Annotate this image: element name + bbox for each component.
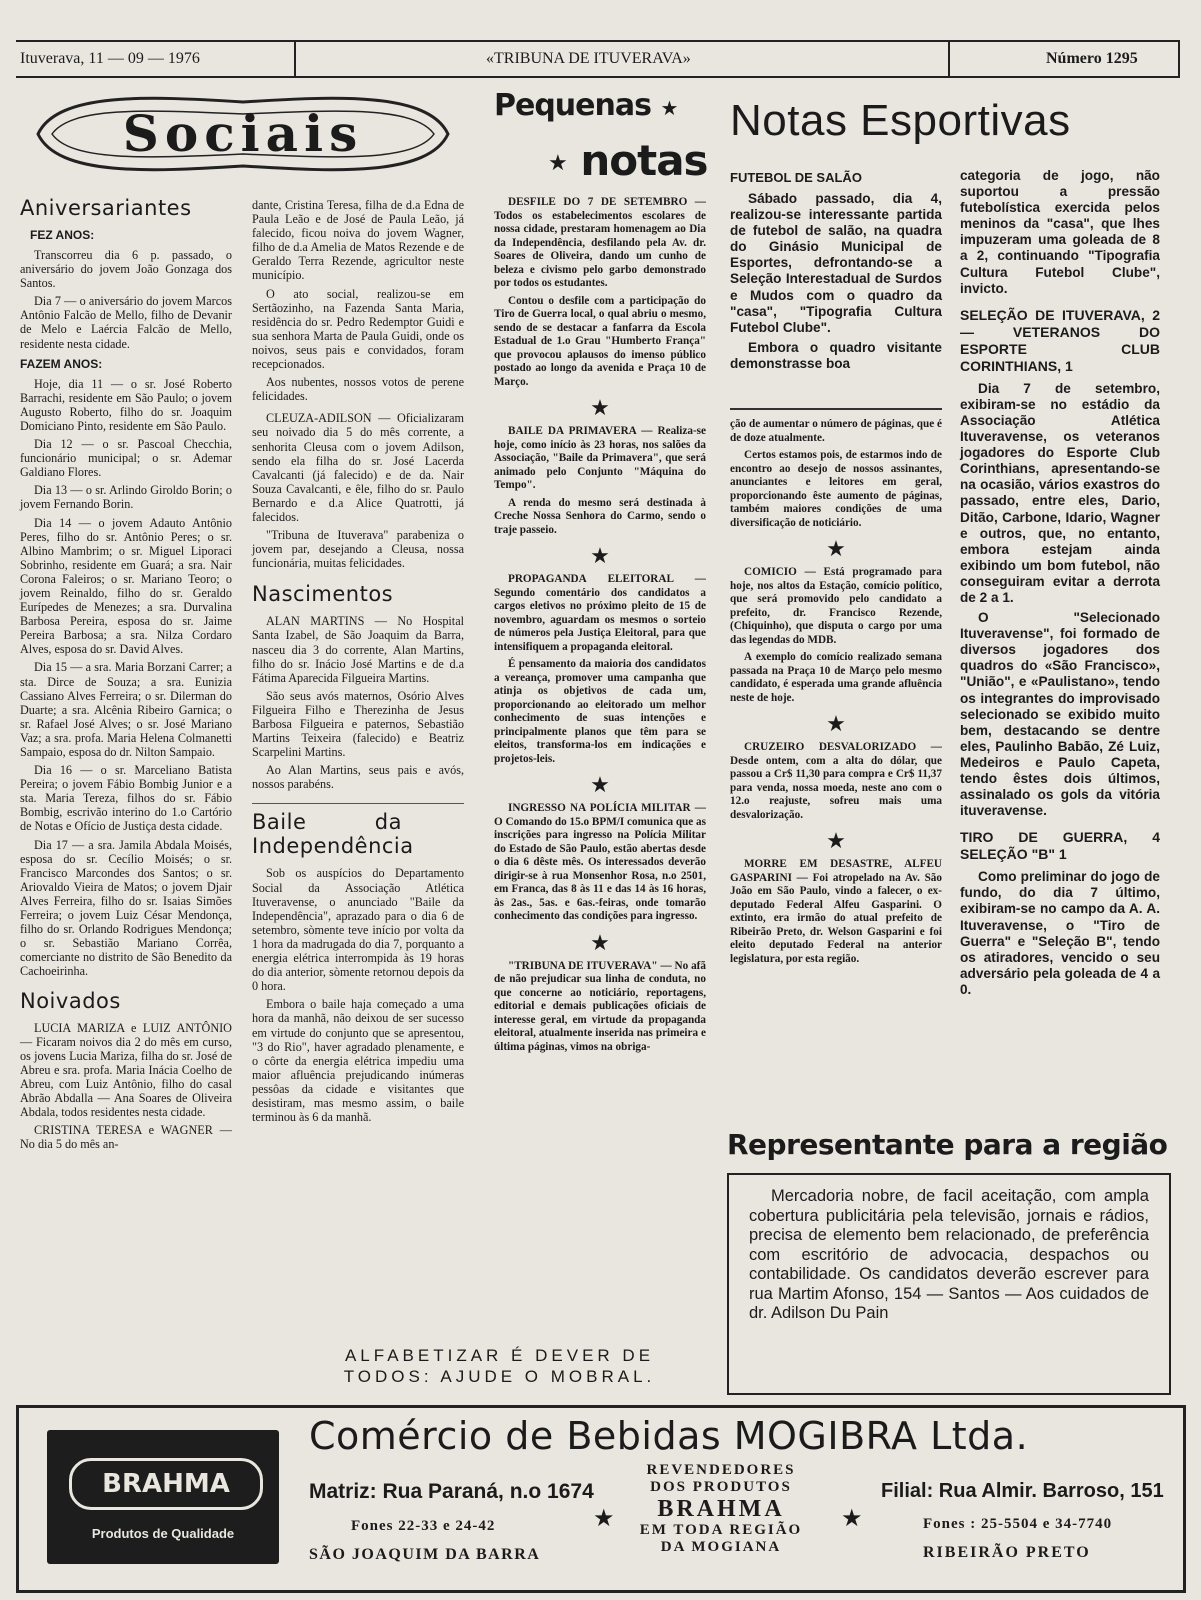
paragraph: dante, Cristina Teresa, filha de d.a Edna de Paula Leão e de José de Paula Leão, já falecido, ficou noiva do jovem Wagner, filho de d.a Amelia de Matos Rezende e de Geraldo Terra Rezende, agricultor neste município. [252,198,464,283]
company-name: Comércio de Bebidas MOGIBRA Ltda. [309,1414,1029,1458]
mobral-slogan: ALFABETIZAR É DEVER DE TODOS: AJUDE O MOBRAL. [343,1346,656,1386]
paragraph: Dia 12 — o sr. Pascoal Checchia, funcionário municipal; o sr. Ademar Galdiano Flores. [20,437,232,480]
paragraph: Dia 7 de setembro, exibiram-se no estádio da Associação Atlética Ituveravense, os veteranos jogadores do Esporte Club Corinthians, apresentando-se na ocasião, vários exastros do passado, entre eles, Dario, Ditão, Carbone, Idario, Wagner e outros, que, no entanto, embora estejam ainda exibindo um bom futebol, não conseguiram evitar a derrota de 2 a 1. [960,380,1160,605]
sociais-column-1 [20,192,232,1155]
brahma-tagline: Produtos de Qualidade [91,1526,235,1541]
paragraph: Hoje, dia 11 — o sr. José Roberto Barrachi, residente em São Paulo; o jovem Augusto Roberto, filho do sr. Joaquim Domiciano Pinto, residente em São Paulo. [20,376,232,433]
notas-title: ★ notas [548,136,708,185]
paragraph: Dia 17 — a sra. Jamila Abdala Moisés, esposa do sr. Cecílio Moisés; o sr. Francisco Marcondes dos Santos; o sr. Ariovaldo Vieira de Matos; o jovem Djair Alves Ferreira, filho do sr. Isaias Simões Ferreira; o jovem Luiz César Mendonça, filho do sr. Orlando Rodrigues Mendonça; o sr. Sebastião Mariano Corrêa, comerciante no distrito de São Benedito da Cachoeirinha. [20,837,232,979]
news-item: A exemplo do comício realizado semana passada na Praça 10 de Março pelo mesmo candidato, é esperada uma grande afluência neste de hoje. [730,651,942,704]
news-item: COMICIO — Está programado para hoje, nos altos da Estação, comício político, que será promovido pelo candidato a prefeito, dr. Francisco Rezende, (Chiquinho), que disputa o cargo por uma das legendas do MDB. [730,566,942,646]
noivados-heading: Noivados [20,988,121,1013]
paragraph: Dia 16 — o sr. Marceliano Batista Pereira; o jovem Fábio Bombig Junior e a sta. Maria Tereza, filhos do sr. Fábio Bombig, escrivão interino do 1.o Cartório de Notas e Ofício de Justiça desta cidade. [20,763,232,834]
news-item: INGRESSO NA POLÍCIA MILITAR — O Comando do 15.o BPM/I comunica que as inscrições para ingresso na Polícia Militar do Estado de São Paulo, estão abertas desde o dia 6 dêste mês. Os interessados deverão dirigir-se à rua Monsenhor Rosa, n.o 2501, em Franca, das 8 às 11 e das 14 às 16 horas, às 2as., 5as. e 6as.-feiras, onde tomarão conhecimento das condições para ingresso. [494,802,706,922]
futebol-salao-heading: FUTEBOL DE SALÃO [730,170,862,185]
issue-number: Número 1295 [1046,50,1138,67]
nascimentos-heading: Nascimentos [252,582,394,607]
baile-heading: Baile da Independência [252,810,414,859]
brahma-logo [47,1430,279,1564]
star-separator: ★ [590,395,610,420]
filial-address: Filial: Rua Almir. Barroso, 151 [881,1480,1164,1502]
fez-anos-label: FEZ ANOS: [30,228,95,242]
pequenas-notas-continuation [730,418,942,970]
divider [730,408,942,410]
paragraph: Dia 15 — a sra. Maria Borzani Carrer; a sta. Dirce de Souza; a sra. Eunizia Cassiano Alves Ferreira; o sr. Dilerman do Duarte; a sra. Alcênia Ribeiro Garnica; o sr. Rafael José Alves; o sr. José Mariano Vaz; a sra. profa. Maria Helena Colmanetti Sampaio, esposa do dr. Nilton Sampaio. [20,660,232,759]
news-item: MORRE EM DESASTRE, ALFEU GASPARINI — Foi atropelado na Av. São João em São Paulo, vindo a falecer, o ex-deputado Federal Alfeu Gasparini. O extinto, era irmão do atual prefeito de Ribeirão Preto, dr. Welson Gasparini e foi eleito deputado Federal na anterior legislatura, por esta região. [730,858,942,965]
paragraph: "Tribuna de Ituverava" parabeniza o jovem par, desejando a Cleusa, nossa funcionária, muitas felicidades. [252,528,464,571]
paragraph: Dia 14 — o jovem Adauto Antônio Peres, filho do sr. Antônio Peres; o sr. Albino Mambrim; o sr. Miguel Liporaci Sobrinho, residente em Guará; a sra. Nair Corona Faleiros; o sr. Mariano Teoro; o jovem Reinaldo, filho do sr. Geraldo Eurípedes de Menezes; a sra. Durvalina Barbosa Pereira, esposa do sr. Jaime Pereira Barbosa; a sra. Nilza Cordaro Alves, esposa do sr. David Alves. [20,515,232,657]
revendedores-block: REVENDEDORES DOS PRODUTOS BRAHMA EM TODA REGIÃO DA MOGIANA [639,1462,803,1555]
paragraph: categoria de jogo, não suportou a pressão futebolística exercida pelos meninos da "casa", que lhes impuzeram uma goleada de 8 a 2, continuando "Tipografia Cultura Futebol Clube", invicto. [960,168,1160,296]
paragraph: São seus avós maternos, Osório Alves Filgueira Filho e Therezinha de Jesus Barbosa Filgueira e paternos, Sebastião Martins Teixeira (falecido) e Beatriz Scarpelini Martins. [252,688,464,760]
sociais-column-2 [252,198,464,1128]
newspaper-name: «TRIBUNA DE ITUVERAVA» [486,50,691,67]
paragraph: Sob os auspícios do Departamento Social da Associação Atlética Ituveravense, o anunciado "Baile da Independência", aprazado para o dia 6 de setembro, sòmente teve início por volta da 1 hora da madrugada do dia 7, porquanto a energia elétrica interrompida às 19 horas do dia anterior, sòmente retornou depois da 0 hora. [252,866,464,994]
paragraph: Como preliminar do jogo de fundo, do dia 7 último, exibiram-se no campo da A. A. Ituveravense, o "Tiro de Guerra" e "Seleção B", tendo os atiradores, vencido o seu adversário pela goleada de 4 a 0. [960,869,1160,997]
filial-city: RIBEIRÃO PRETO [923,1544,1091,1561]
news-item: É pensamento da maioria dos candidatos a vereança, promover uma campanha que atinja os objetivos de cada um, proporcionando ao eleitorado um melhor conhecimento de suas intenções e principalmente planos que têm para se eleitos, transforma-los em indicações e projetos-leis. [494,658,706,765]
news-item: BAILE DA PRIMAVERA — Realiza-se hoje, como início às 23 horas, nos salões da Associação, "Baile da Primavera", que será animado pelo Conjunto "Máquina do Tempo". [494,425,706,491]
paragraph: Dia 13 — o sr. Arlindo Giroldo Borin; o jovem Fernando Borin. [20,483,232,512]
selecao-heading: SELEÇÃO DE ITUVERAVA, 2 — VETERANOS DO ESPORTE CLUB CORINTHIANS, 1 [960,306,1160,374]
tiro-guerra-heading: TIRO DE GUERRA, 4 SELEÇÃO "B" 1 [960,829,1160,863]
esportes-column-1 [730,168,942,376]
news-item: "TRIBUNA DE ITUVERAVA" — No afã de não prejudicar sua linha de conduta, no que concerne ao noticiário, reportagens, editorial e demais publicações oficiais de interesse geral, em virtude da propaganda eleitoral, atualmente inserida nas primeira e última páginas, vimos na obriga- [494,959,706,1053]
issue-date: Ituverava, 11 — 09 — 1976 [20,50,200,67]
paragraph: Aos nubentes, nossos votos de perene felicidades. [252,375,464,404]
star-separator: ★ [826,536,846,561]
esportes-column-2 [960,168,1160,1002]
star-icon: ★ [841,1506,863,1532]
news-item: PROPAGANDA ELEITORAL — Segundo comentário dos candidatos a cargos eletivos no próximo pleito de 15 de novembro, aguardam os mesmos o sorteio de números pela Justiça Eleitoral, para que intensifiquem a propaganda eleitoral. [494,573,706,653]
paragraph: O "Selecionado Ituveravense", foi formado de diversos jogadores dos quadros do «São Francisco», "União", e «Paulistano», tendo os integrantes do improvisado selecionado se exibido muito bem, destacando se dentre eles, Paulinho Babão, Zé Luiz, Medeiros e Paulo Capeta, tendo êstes dois últimos, assinalado os gols da vitória ituveravense. [960,610,1160,819]
paragraph: O ato social, realizou-se em Sertãozinho, na Fazenda Santa Maria, residência do sr. Pedro Redemptor Guidi e sua senhora Marta de Paula Guidi, onde os noivos, seus pais e convidados, foram recepcionados. [252,286,464,372]
masthead-divider [1178,42,1180,76]
representante-text: Mercadoria nobre, de facil aceitação, com ampla cobertura publicitária pela televisão, jornais e rádios, precisa de elemento bem relacionado, de preferência com escritório de advocacia, despachos ou contabilidade. Os candidatos deverão escrever para rua Martim Afonso, 154 — Santos — Aos cuidados de dr. Adilson Du Pain [749,1187,1149,1322]
star-separator: ★ [590,772,610,797]
mogibra-advertisement [16,1405,1186,1593]
paragraph: Dia 7 — o aniversário do jovem Marcos Antônio Falcão de Mello, filho de Devanir de Melo e Laércia Falcão de Mello, residente nesta cidade. [20,294,232,351]
representante-box [727,1173,1171,1395]
paragraph: Ao Alan Martins, seus pais e avós, nossos parabéns. [252,763,464,792]
star-separator: ★ [590,929,610,955]
paragraph: LUCIA MARIZA e LUIZ ANTÔNIO — Ficaram noivos dia 2 do mês em curso, os jovens Lucia Mariza, filha do sr. José de Abreu e sra. profa. Maria Inácia Coelho de Abreu, com Luiz Antônio, filho do casal Abrão Abdalla — Ana Soares de Oliveira Abdala, todos residentes nesta cidade. [20,1020,232,1120]
matriz-phone: Fones 22-33 e 24-42 [351,1518,496,1534]
brahma-wordmark: BRAHMA [69,1458,263,1510]
aniversariantes-heading: Aniversariantes [20,196,192,220]
notas-esportivas-title: Notas Esportivas [730,96,1071,145]
star-separator: ★ [826,711,846,736]
news-item: Certos estamos pois, de estarmos indo de encontro ao desejo de nossos assinantes, anunciantes e leitores em geral, proporcionando êste aumento de páginas, também maiores condições de uma diversificação de noticiário. [730,449,942,529]
sociais-title: Sociais [122,104,364,163]
paragraph: CRISTINA TERESA e WAGNER — No dia 5 do mês an- [20,1123,232,1152]
masthead [16,40,1180,78]
news-item: A renda do mesmo será destinada à Creche Nossa Senhora do Carmo, sendo o traje passeio. [494,496,706,536]
masthead-divider [294,42,296,76]
fazem-anos-label: FAZEM ANOS: [20,356,103,371]
pequenas-notas-column [494,196,706,1058]
news-item: Contou o desfile com a participação do Tiro de Guerra local, o qual abriu o mesmo, sendo de se destacar a fanfarra da Escola Estadual de 1.o Grau "Humberto França" que provocou aplausos do imenso público postado ao longo da avenida e Praça 10 de Março. [494,294,706,388]
star-separator: ★ [590,543,610,568]
star-icon: ★ [593,1506,615,1532]
star-separator: ★ [826,828,846,853]
news-item: ção de aumentar o número de páginas, que é de doze atualmente. [730,418,942,444]
news-item: CRUZEIRO DESVALORIZADO — Desde ontem, com a alta do dólar, que passou a Cr$ 11,30 para compra e Cr$ 11,37 para venda, nossa moeda, neste ano com o 12.o reajuste, sofreu mais uma desvalorização. [730,741,942,821]
divider [252,803,464,804]
filial-phone: Fones : 25-5504 e 34-7740 [923,1516,1113,1532]
representante-title: Representante para a região [727,1128,1168,1161]
news-item: DESFILE DO 7 DE SETEMBRO — Todos os estabelecimentos escolares de nossa cidade, prestaram homenagem ao Dia da Independência, desfilando pela Av. dr. Soares de Oliveira, dando um cunho de beleza e civismo pelo garbo demonstrado por todos os estudantes. [494,196,706,289]
sociais-logo [28,88,458,180]
paragraph: Sábado passado, dia 4, realizou-se interessante partida de futebol de salão, na quadra do Ginásio Municipal de Esportes, defrontando-se a Seleção Interestadual de Surdos e Mudos com o quadro da "casa", "Tipografia Cultura Futebol Clube". [730,191,942,335]
pequenas-title: Pequenas ★ [494,88,678,123]
paragraph: CLEUZA-ADILSON — Oficializaram seu noivado dia 5 do mês corrente, a senhorita Cleusa com o jovem Adilson, sendo ela filha do sr. José Lacerda Cavalcanti (já falecido) e de da. Nair Souza Cavalcanti, e êle, filho do sr. Paulo Bernardo e d.a Alice Quatrotti, já falecidos. [252,411,464,524]
paragraph: Transcorreu dia 6 p. passado, o aniversário do jovem João Gonzaga dos Santos. [20,248,232,291]
paragraph: Embora o quadro visitante demonstrasse boa [730,339,942,371]
paragraph: Embora o baile haja começado a uma hora da manhã, não deixou de ser sucesso em virtude do conjunto que se apresentou, "3 do Rio", haver agradado plenamente, e o côrte da energia elétrica impediu uma maior afluência prejudicando inúmeras pessôas da cidade e visitantes que desistiram, mas mesmo assim, o baile terminou às 6 da manhã. [252,997,464,1125]
matriz-address: Matriz: Rua Paraná, n.o 1674 [309,1480,594,1503]
masthead-divider [948,42,950,76]
paragraph: ALAN MARTINS — No Hospital Santa Izabel, de São Joaquim da Barra, nasceu dia 3 do corrente, Alan Martins, filho do sr. Inácio José Martins e de d.a Fátima Aparecida Filgueira Martins. [252,614,464,685]
matriz-city: SÃO JOAQUIM DA BARRA [309,1546,541,1563]
